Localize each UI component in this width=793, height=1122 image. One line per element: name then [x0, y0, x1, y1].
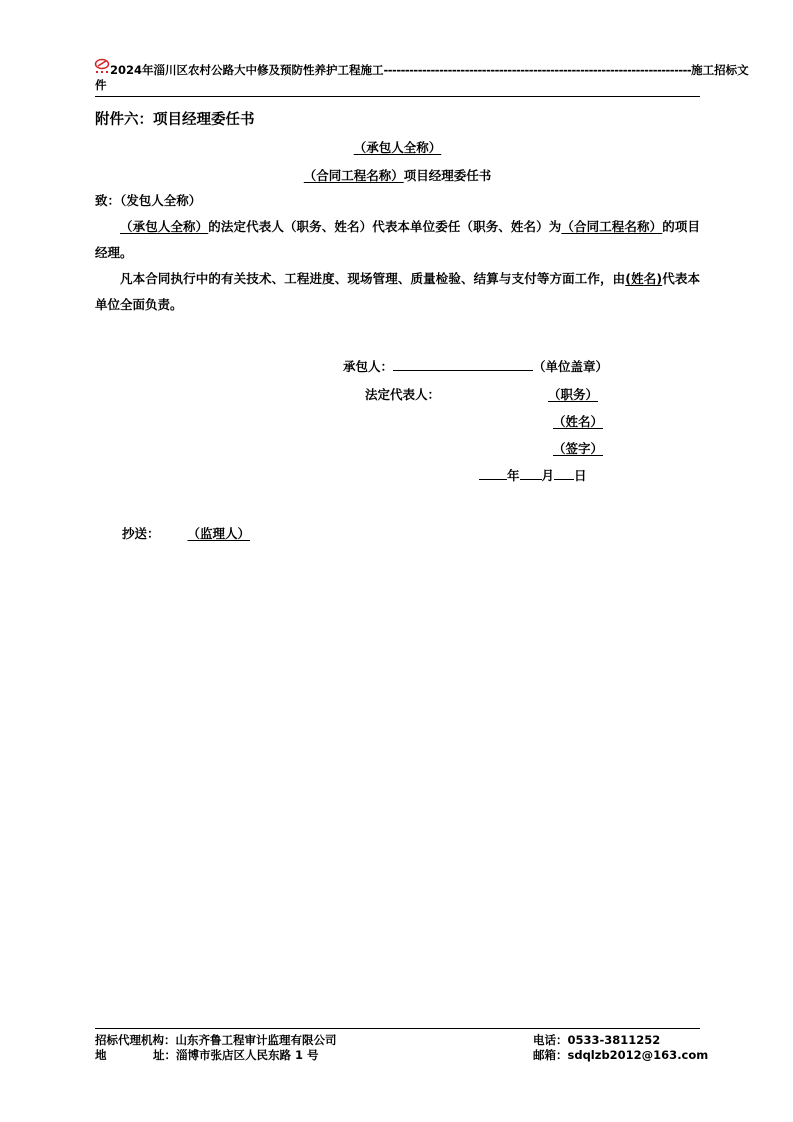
- seal-note: （单位盖章）: [533, 359, 609, 374]
- para2-name-b: 名): [643, 271, 663, 286]
- letter-body: [95, 188, 700, 318]
- contractor-name-line: [95, 138, 700, 156]
- position-note: （职务）: [548, 387, 599, 402]
- paragraph-appointment: [95, 214, 700, 266]
- para1-project-b: 称）: [637, 219, 663, 234]
- position-note-line: [440, 387, 598, 402]
- footer-address: 址：淄博市张店区人民东路 1 号: [153, 1048, 319, 1062]
- para2-text2: 代表本单位全面负责。: [95, 271, 700, 312]
- contractor-blank: [393, 358, 533, 371]
- addressee-line: 致：（发包人全称）: [95, 193, 202, 208]
- date-row: [479, 466, 587, 484]
- para2-name-a: (姓: [625, 271, 644, 286]
- cc-row: [122, 524, 250, 542]
- project-name-placeholder: （合同工程名称）: [303, 168, 404, 183]
- footer-phone: 电话：0533-3811252: [533, 1033, 661, 1047]
- signature-note: （签字）: [553, 441, 604, 456]
- header-dashes: ------------------------------------------------------------------------: [383, 63, 692, 77]
- header-divider: [95, 96, 700, 97]
- para1-text: 的法定代表人（职务、姓名）代表本单位委任（职务、姓名）为: [208, 219, 562, 234]
- footer-address-label-a: 地: [95, 1048, 107, 1062]
- footer-email: 邮箱：sdqlzb2012@163.com: [533, 1048, 709, 1062]
- letter-title-suffix: 项目经理委任书: [403, 168, 492, 183]
- header-project-title: 2024年淄川区农村公路大中修及预防性养护工程施工: [110, 63, 384, 77]
- year-label: 年: [507, 468, 520, 483]
- contractor-placeholder: （承包人全称）: [353, 140, 442, 155]
- para1-project-a: （合同工程名: [561, 219, 638, 234]
- header-doc-type-cont: 件: [95, 78, 107, 92]
- footer-agency: 招标代理机构：山东齐鲁工程审计监理有限公司: [95, 1033, 337, 1047]
- letter-title: [95, 166, 700, 184]
- header-doc-type: 施工招标文: [691, 63, 749, 77]
- contractor-label: 承包人：: [343, 359, 394, 374]
- cc-label: 抄送：: [122, 526, 160, 541]
- contractor-sign-row: [343, 357, 608, 375]
- day-label: 日: [574, 468, 587, 483]
- paragraph-responsibility: [95, 266, 700, 318]
- name-note: （姓名）: [553, 414, 604, 429]
- para2-text: 凡本合同执行中的有关技术、工程进度、现场管理、质量检验、结算与支付等方面工作，由: [120, 271, 626, 286]
- cc-value: （监理人）: [187, 526, 251, 541]
- month-label: 月: [541, 468, 555, 483]
- legal-rep-row: [365, 385, 598, 403]
- para1-text2: 的项目经理。: [95, 219, 700, 260]
- signature-row: [447, 439, 603, 457]
- legal-rep-label: 法定代表人：: [365, 387, 441, 402]
- name-row: [450, 412, 603, 430]
- footer-divider: [95, 1028, 700, 1029]
- attachment-title: 附件六：项目经理委任书: [95, 112, 255, 128]
- page-header: [95, 63, 749, 93]
- para1-contractor: （承包人全称）: [120, 219, 209, 234]
